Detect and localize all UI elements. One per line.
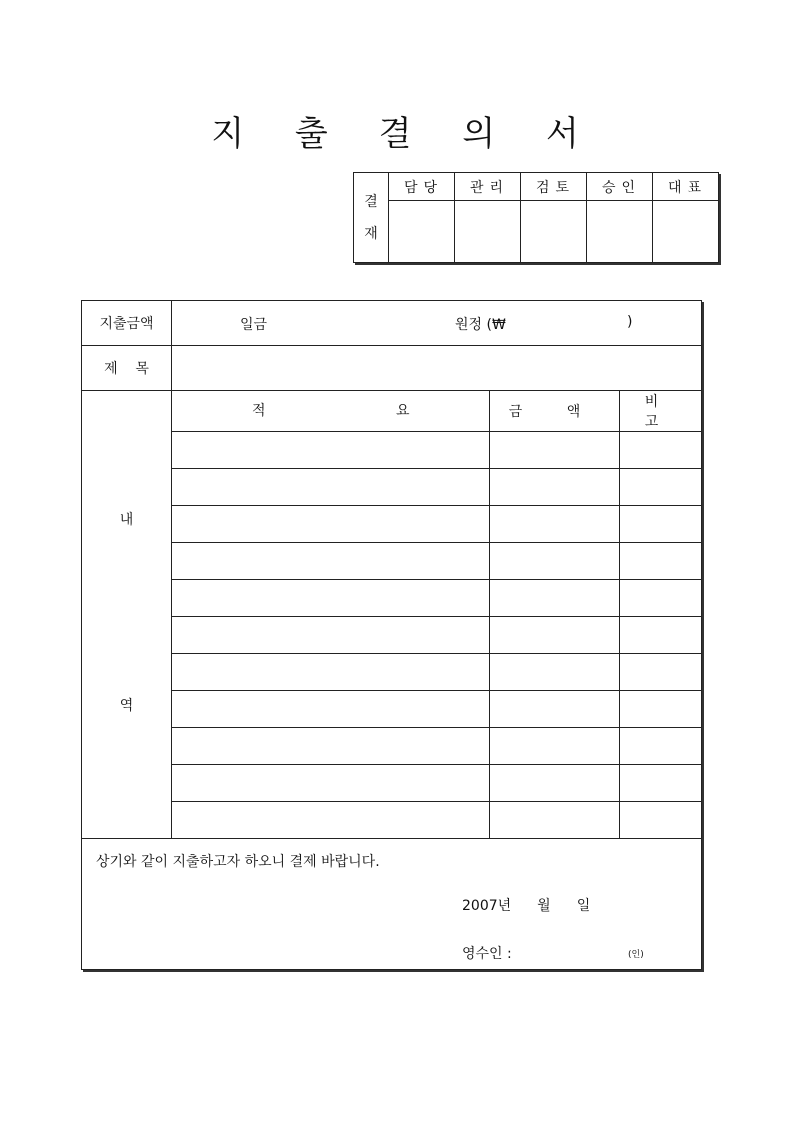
note-cell[interactable] xyxy=(620,580,702,617)
subject-label: 제 목 xyxy=(82,346,172,391)
request-text: 상기와 같이 지출하고자 하오니 결제 바랍니다. xyxy=(96,854,380,870)
details-label-bottom: 역 xyxy=(119,698,134,714)
approval-role-review: 검토 xyxy=(521,173,587,201)
amount-label: 지출금액 xyxy=(82,301,172,346)
approval-box xyxy=(353,172,719,263)
date-year: 2007년 xyxy=(462,898,512,914)
table-row xyxy=(82,580,702,617)
seal-mark: (인) xyxy=(628,950,644,960)
table-row xyxy=(82,691,702,728)
description-cell[interactable] xyxy=(172,432,490,469)
table-row xyxy=(82,469,702,506)
column-amount: 금 액 xyxy=(490,391,620,432)
description-cell[interactable] xyxy=(172,691,490,728)
description-cell[interactable] xyxy=(172,617,490,654)
footer-section xyxy=(82,839,702,970)
stamp-box-ceo[interactable] xyxy=(653,201,719,263)
table-row xyxy=(82,654,702,691)
description-cell[interactable] xyxy=(172,765,490,802)
description-cell[interactable] xyxy=(172,543,490,580)
subject-field[interactable] xyxy=(172,346,702,391)
table-row xyxy=(82,728,702,765)
stamp-box-approve[interactable] xyxy=(587,201,653,263)
amount-cell[interactable] xyxy=(490,580,620,617)
expense-form xyxy=(81,300,702,970)
amount-field[interactable] xyxy=(172,301,702,346)
amount-won: 원정 (₩ xyxy=(455,317,506,333)
note-cell[interactable] xyxy=(620,543,702,580)
amount-cell[interactable] xyxy=(490,765,620,802)
note-cell[interactable] xyxy=(620,765,702,802)
date-day: 일 xyxy=(576,898,591,914)
amount-cell[interactable] xyxy=(490,802,620,839)
amount-cell[interactable] xyxy=(490,506,620,543)
stamp-box-staff[interactable] xyxy=(389,201,455,263)
note-cell[interactable] xyxy=(620,691,702,728)
amount-cell[interactable] xyxy=(490,617,620,654)
table-row xyxy=(82,506,702,543)
amount-cell[interactable] xyxy=(490,469,620,506)
amount-cell[interactable] xyxy=(490,691,620,728)
approval-label-bottom: 재 xyxy=(364,225,378,242)
column-description xyxy=(172,391,490,432)
description-cell[interactable] xyxy=(172,802,490,839)
approval-label-top: 결 xyxy=(364,193,378,210)
document-title: 지 출 결 의 서 xyxy=(211,114,599,154)
stamp-box-review[interactable] xyxy=(521,201,587,263)
amount-cell[interactable] xyxy=(490,543,620,580)
approval-role-manager: 관리 xyxy=(455,173,521,201)
table-row xyxy=(82,432,702,469)
column-note: 비 고 xyxy=(620,391,702,432)
amount-cell[interactable] xyxy=(490,728,620,765)
column-description-a: 적 xyxy=(252,403,266,419)
column-description-b: 요 xyxy=(396,403,410,419)
amount-close: ) xyxy=(627,314,633,330)
receiver-label: 영수인 : xyxy=(462,946,512,962)
table-row xyxy=(82,617,702,654)
note-cell[interactable] xyxy=(620,617,702,654)
description-cell[interactable] xyxy=(172,654,490,691)
details-label-top: 내 xyxy=(119,512,134,528)
amount-prefix: 일금 xyxy=(240,317,268,333)
description-cell[interactable] xyxy=(172,580,490,617)
note-cell[interactable] xyxy=(620,469,702,506)
note-cell[interactable] xyxy=(620,432,702,469)
approval-role-approve: 승인 xyxy=(587,173,653,201)
date-month: 월 xyxy=(537,898,551,914)
note-cell[interactable] xyxy=(620,654,702,691)
table-row xyxy=(82,802,702,839)
details-label xyxy=(82,391,172,839)
approval-label xyxy=(354,173,389,263)
date-line xyxy=(462,895,590,915)
amount-cell[interactable] xyxy=(490,654,620,691)
table-row xyxy=(82,543,702,580)
note-cell[interactable] xyxy=(620,506,702,543)
approval-role-staff: 담당 xyxy=(389,173,455,201)
table-row xyxy=(82,765,702,802)
description-cell[interactable] xyxy=(172,469,490,506)
note-cell[interactable] xyxy=(620,728,702,765)
amount-cell[interactable] xyxy=(490,432,620,469)
description-cell[interactable] xyxy=(172,728,490,765)
note-cell[interactable] xyxy=(620,802,702,839)
stamp-box-manager[interactable] xyxy=(455,201,521,263)
approval-role-ceo: 대표 xyxy=(653,173,719,201)
description-cell[interactable] xyxy=(172,506,490,543)
